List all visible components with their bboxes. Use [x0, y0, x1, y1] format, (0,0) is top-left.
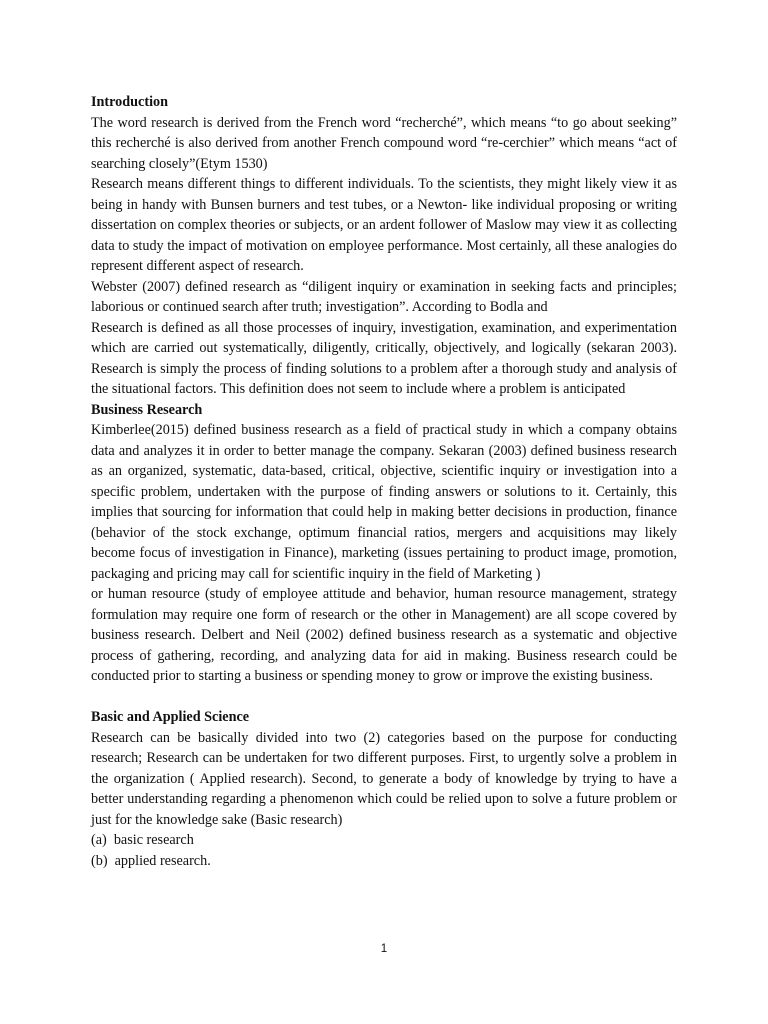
list-item-applied-research: (b) applied research.	[91, 852, 211, 869]
business-research-paragraph-1: Kimberlee(2015) defined business research as a field of practical study in which a company obtains data and analyzes it in order to better manage the company. Sekaran (2003) defined business research as an organized, systematic, data-based, critical, objective, scientific inquiry or investigation into a specific problem, undertaken with the purpose of finding answers or solutions to it. Certainly, this implies that sourcing for information that could help in making better decisions in production, finance (behavior of the stock exchange, optimum financial ratios, mergers and acquisitions may likely become focus of investigation in Finance), marketing (issues pertaining to product image, promotion, packaging and pricing may call for scientific inquiry in the field of Marketing )	[91, 422, 677, 582]
introduction-paragraph-4: Research is defined as all those processes of inquiry, investigation, examination, and experimentation which are carried out systematically, diligently, critically, objectively, and logically (sekaran 2003). Research is simply the process of finding solutions to a problem after a thorough study and analysis of the situational factors. This definition does not seem to include where a problem is anticipated	[91, 319, 677, 397]
section-spacer	[91, 687, 677, 708]
introduction-paragraph-3: Webster (2007) defined research as “diligent inquiry or examination in seeking facts and principles; laborious or continued search after truth; investigation”. According to Bodla and	[91, 278, 677, 315]
introduction-paragraph-2: Research means different things to different individuals. To the scientists, they might likely view it as being in handy with Bunsen burners and test tubes, or a Newton- like individual proposing or writing dissertation on complex theories or subjects, or an ardent follower of Maslow may view it as collecting data to study the impact of motivation on employee performance. Most certainly, all these analogies do represent different aspect of research.	[91, 176, 677, 274]
introduction-heading: Introduction	[91, 94, 168, 110]
list-item-basic-research: (a) basic research	[91, 832, 194, 848]
basic-applied-heading: Basic and Applied Science	[91, 709, 250, 725]
business-research-heading: Business Research	[91, 401, 203, 418]
business-research-paragraph-2: or human resource (study of employee attitude and behavior, human resource management, strategy formulation may require one form of research or the other in Management) are all scope covered by business research. Delbert and Neil (2002) defined business research as a systematic and objective process of gathering, recording, and analyzing data for aid in making. Business research could be conducted prior to starting a business or spending money to grow or improve the existing business.	[91, 586, 677, 684]
introduction-paragraph-1: The word research is derived from the French word “recherché”, which means “to go about seeking” this recherché is also derived from another French compound word “re-cerchier” which means “act of searching closely”(Etym 1530)	[91, 114, 677, 172]
basic-applied-paragraph: Research can be basically divided into two (2) categories based on the purpose for conducting research; Research can be undertaken for two different purposes. First, to urgently solve a problem in the organization ( Applied research). Second, to generate a body of knowledge by trying to have a better understanding regarding a phenomenon which could be relied upon to solve a future problem or just for the knowledge sake (Basic research)	[91, 729, 677, 828]
page-number: 1	[380, 943, 388, 955]
document-body	[91, 92, 677, 871]
